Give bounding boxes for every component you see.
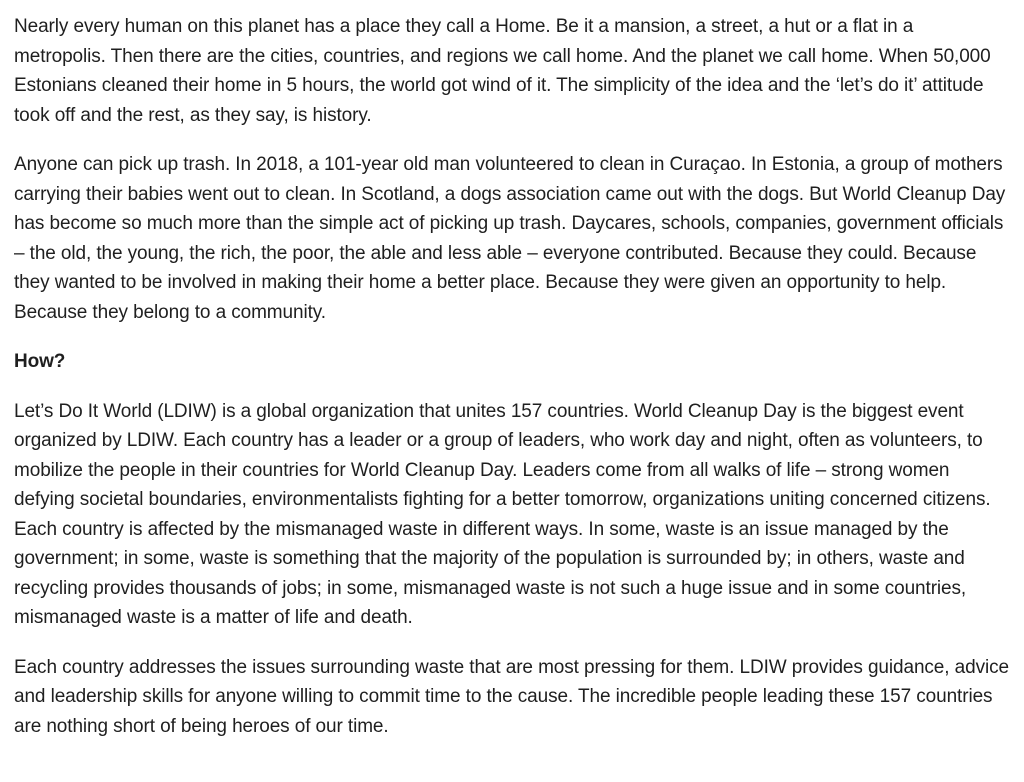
paragraph-anyone-can: Anyone can pick up trash. In 2018, a 101-year old man volunteered to clean in Curaçao. In Estonia, a group of mothers carrying their babies went out to clean. In Scotland, a dogs association came out with the dogs. But World Cleanup Day has become so much more than the simple act of picking up trash. Daycares, schools, companies, government officials – the old, the young, the rich, the poor, the able and less able – everyone contributed. Because they could. Because they wanted to be involved in making their home a better place. Because they were given an opportunity to help. Because they belong to a community. [14,154,1006,323]
paragraph-home: Nearly every human on this planet has a place they call a Home. Be it a mansion, a street, a hut or a flat in a metropolis. Then there are the cities, countries, and regions we call home. And the planet we call home. When 50,000 Estonians cleaned their home in 5 hours, the world got wind of it. The simplicity of the idea and the ‘let’s do it’ attitude took off and the rest, as they say, is history. [14,16,991,126]
paragraph-ldiw: Let’s Do It World (LDIW) is a global organization that unites 157 countries. World Cleanup Day is the biggest event organized by LDIW. Each country has a leader or a group of leaders, who work day and night, often as volunteers, to mobilize the people in their countries for World Cleanup Day. Leaders come from all walks of life – strong women defying societal boundaries, environmentalists fighting for a better tomorrow, organizations uniting concerned citizens. Each country is affected by the mismanaged waste in different ways. In some, waste is an issue managed by the government; in some, waste is something that the majority of the population is surrounded by; in others, waste and recycling provides thousands of jobs; in some, mismanaged waste is not such a huge issue and in some countries, mismanaged waste is a matter of life and death. [14,400,991,628]
section-heading-how: How? [14,351,66,372]
paragraph-each-country: Each country addresses the issues surrounding waste that are most pressing for them. LDIW provides guidance, advice and leadership skills for anyone willing to commit time to the cause. The incredible people leading these 157 countries are nothing short of being heroes of our time. [14,656,1009,737]
